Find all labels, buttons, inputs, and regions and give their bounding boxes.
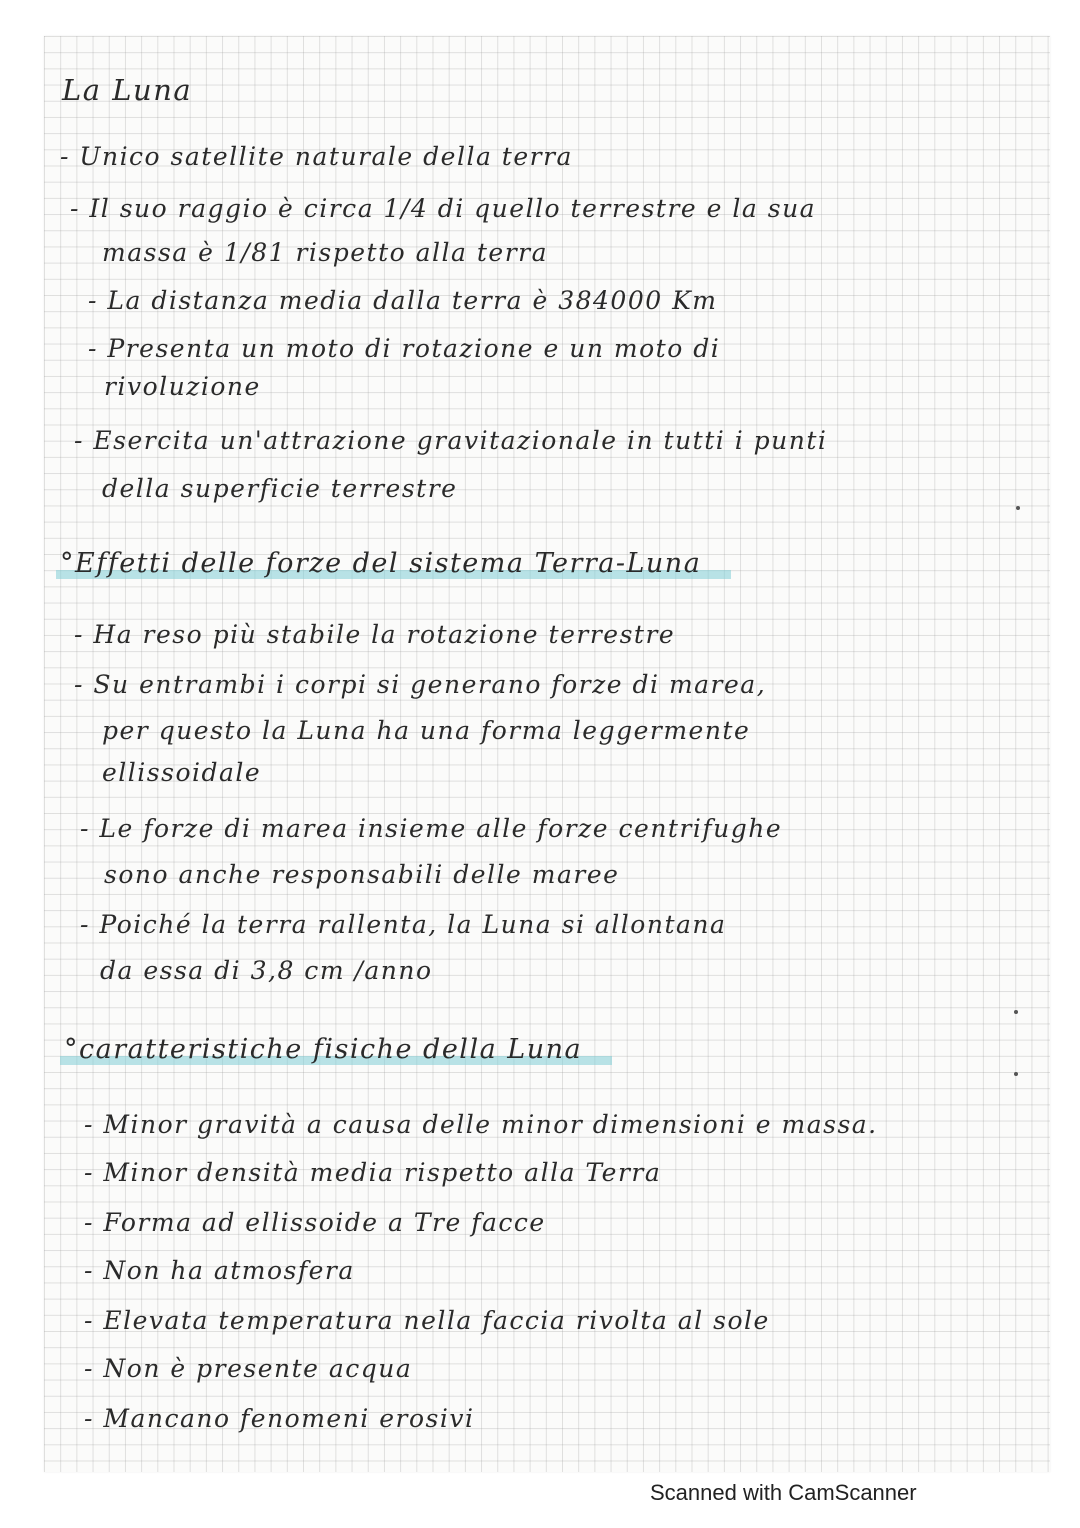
note-line: - La distanza media dalla terra è 384000 Km [88,286,718,315]
note-line: - Elevata temperatura nella faccia rivolta al sole [84,1306,770,1335]
note-line: - Mancano fenomeni erosivi [84,1404,475,1433]
note-line: per questo la Luna ha una forma leggermente [102,716,751,745]
note-line: rivoluzione [104,372,261,401]
note-line: - Ha reso più stabile la rotazione terrestre [74,620,676,649]
note-line: della superficie terrestre [102,474,458,503]
note-line: - Non ha atmosfera [84,1256,355,1285]
note-line: - Su entrambi i corpi si generano forze di marea, [74,670,767,699]
note-line: - Minor densità media rispetto alla Terra [84,1158,662,1187]
note-line: da essa di 3,8 cm /anno [100,956,433,985]
note-line: - Le forze di marea insieme alle forze centrifughe [80,814,783,843]
note-line: - Poiché la terra rallenta, la Luna si allontana [80,910,727,939]
note-line: - Forma ad ellissoide a Tre facce [84,1208,546,1237]
note-line: - Presenta un moto di rotazione e un moto di [88,334,721,363]
stray-mark [1014,1010,1018,1014]
stray-mark [1014,1072,1018,1076]
note-line: sono anche responsabili delle maree [104,860,620,889]
note-line: - Esercita un'attrazione gravitazionale in tutti i punti [74,426,828,455]
note-line: ellissoidale [102,758,262,787]
section-heading-characteristics: °caratteristiche fisiche della Luna [60,1036,612,1065]
note-line: massa è 1/81 rispetto alla terra [102,238,549,267]
note-line: - Non è presente acqua [84,1354,413,1383]
note-line: - Minor gravità a causa delle minor dimensioni e massa. [84,1110,878,1139]
note-line: - Il suo raggio è circa 1/4 di quello terrestre e la sua [70,194,817,223]
note-line: - Unico satellite naturale della terra [60,142,573,171]
stray-mark [1016,506,1020,510]
page-title: La Luna [62,73,193,107]
section-heading-effects: °Effetti delle forze del sistema Terra-Luna [56,550,731,579]
scanner-watermark: Scanned with CamScanner [650,1480,917,1505]
